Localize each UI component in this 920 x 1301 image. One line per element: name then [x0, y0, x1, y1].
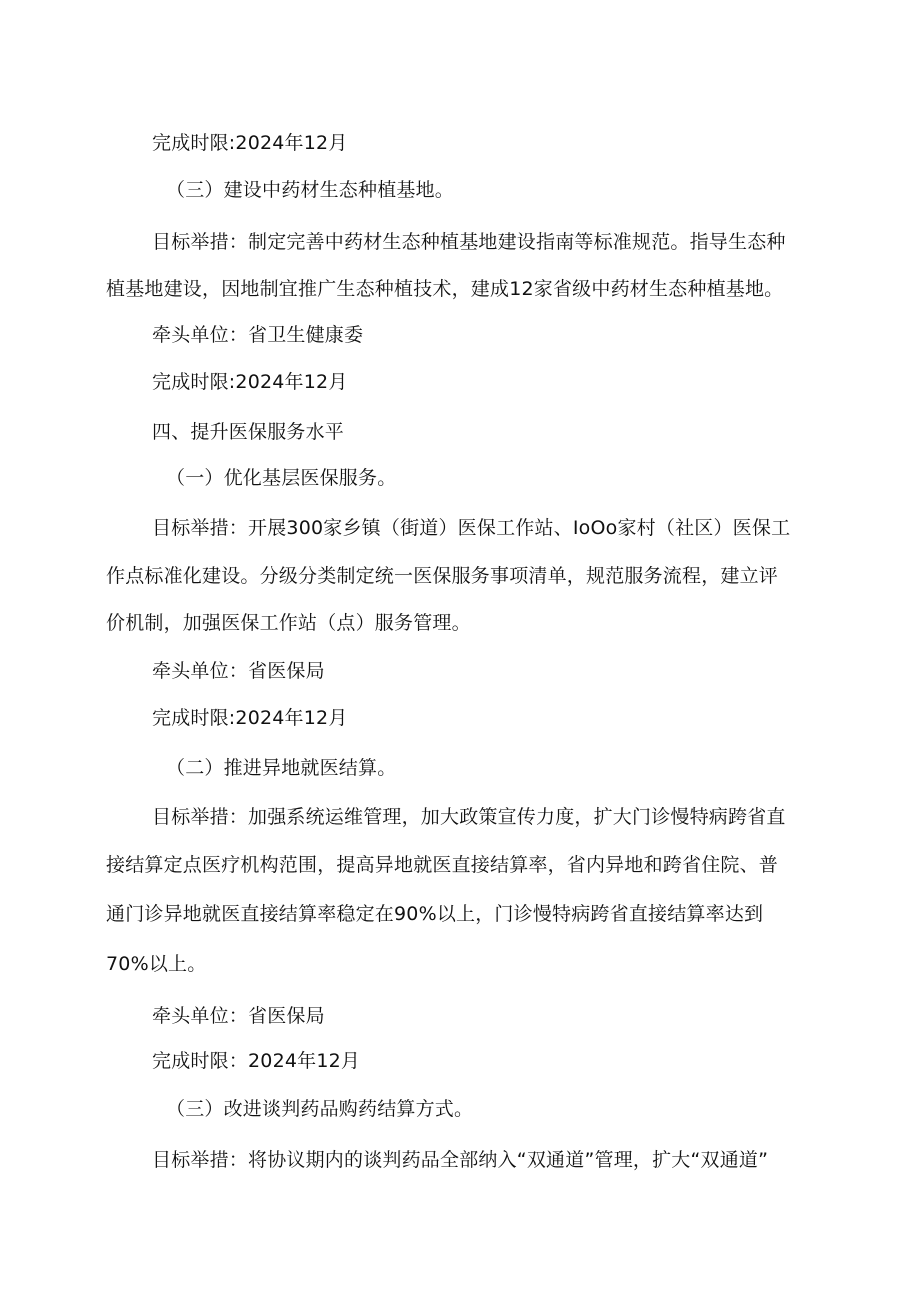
measures-line: 目标举措：制定完善中药材生态种植基地建设指南等标准规范。指导生态种 — [152, 231, 786, 253]
measures-continuation: 作点标准化建设。分级分类制定统一医保服务事项清单，规范服务流程，建立评 — [106, 565, 779, 587]
lead-unit-line: 牵头单位：省医保局 — [152, 660, 325, 682]
measures-continuation: 通门诊异地就医直接结算率稳定在90%以上，门诊慢特病跨省直接结算率达到 — [106, 903, 764, 925]
subsection-heading: （一）优化基层医保服务。 — [166, 467, 397, 489]
measures-line: 目标举措：将协议期内的谈判药品全部纳入“双通道”管理，扩大“双通道” — [152, 1149, 769, 1171]
deadline-line: 完成时限:2024年12月 — [152, 707, 348, 729]
lead-unit-line: 牵头单位：省医保局 — [152, 1005, 325, 1027]
subsection-heading: （三）建设中药材生态种植基地。 — [166, 179, 455, 201]
deadline-line: 完成时限：2024年12月 — [152, 1050, 361, 1072]
measures-line: 目标举措：开展300家乡镇（街道）医保工作站、IoOo家村（社区）医保工 — [152, 517, 791, 539]
lead-unit-line: 牵头单位：省卫生健康委 — [152, 324, 364, 346]
measures-continuation: 接结算定点医疗机构范围，提高异地就医直接结算率，省内异地和跨省住院、普 — [106, 854, 779, 876]
subsection-heading: （三）改进谈判药品购药结算方式。 — [166, 1098, 474, 1120]
measures-continuation: 植基地建设，因地制宜推广生态种植技术，建成12家省级中药材生态种植基地。 — [106, 278, 784, 300]
measures-continuation: 价机制，加强医保工作站（点）服务管理。 — [106, 612, 471, 634]
measures-line: 目标举措：加强系统运维管理，加大政策宣传力度，扩大门诊慢特病跨省直 — [152, 806, 786, 828]
deadline-line: 完成时限:2024年12月 — [152, 371, 348, 393]
deadline-line: 完成时限:2024年12月 — [152, 132, 348, 154]
section-heading: 四、提升医保服务水平 — [152, 421, 345, 443]
measures-continuation: 70%以上。 — [106, 953, 207, 975]
subsection-heading: （二）推进异地就医结算。 — [166, 757, 397, 779]
